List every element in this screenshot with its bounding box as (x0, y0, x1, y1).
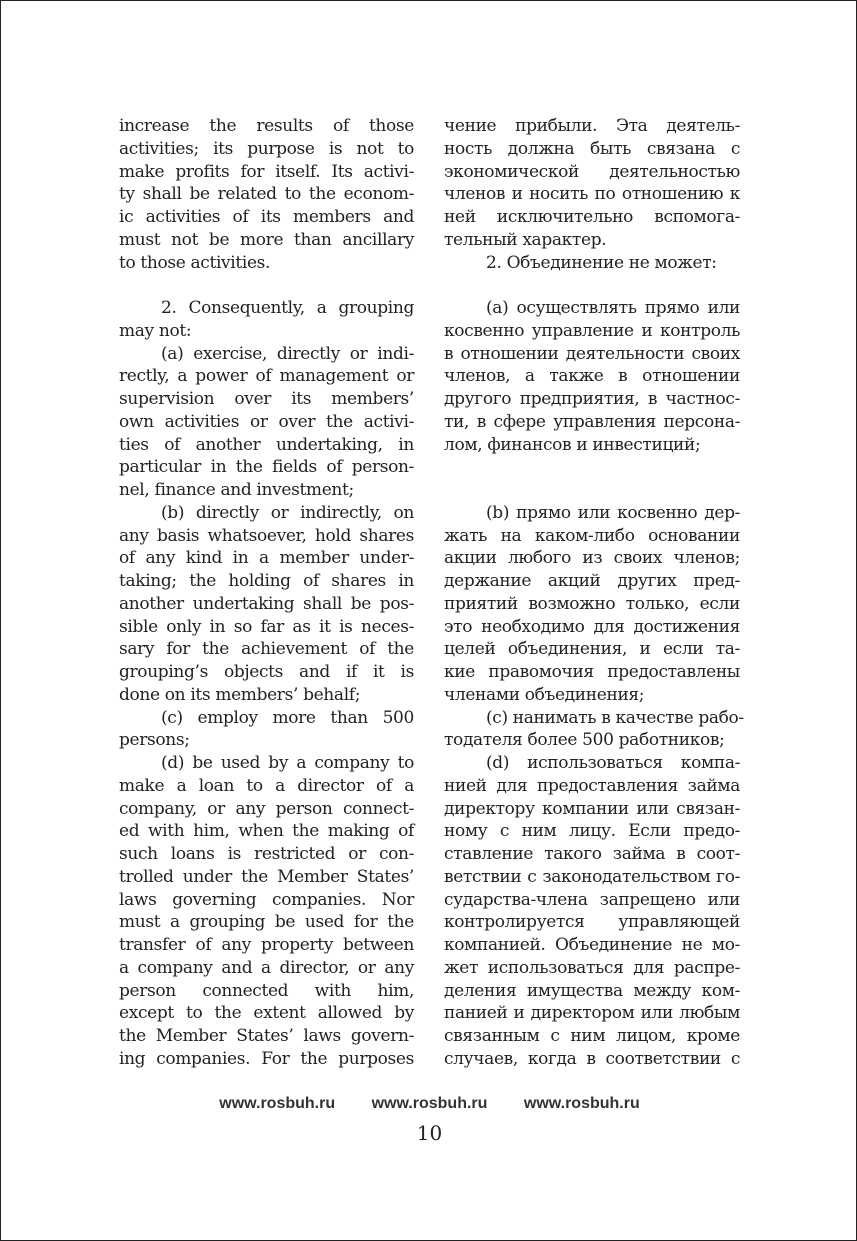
text-line: trolled under the Member States’ (119, 866, 414, 887)
text-line: ставление такого займа в соот- (444, 844, 740, 864)
text-line: must a grouping be used for the (119, 912, 414, 933)
text-line: членами объединения; (444, 684, 645, 705)
text-line: (d) be used by a company to (161, 753, 414, 773)
text-line: sary for the achievement of the (119, 639, 414, 660)
text-block (444, 502, 744, 1071)
text-line: жать на каком-либо основании (444, 525, 740, 546)
text-line: держание акций других пред- (444, 571, 740, 591)
text-line: activities; its purpose is not to (119, 138, 414, 159)
text-line: ней исключительно вспомога- (444, 207, 740, 227)
text-line: сударства-члена запрещено или (444, 889, 740, 910)
text-line: приятий возможно только, если (444, 593, 740, 614)
footer-link[interactable]: www.rosbuh.ru (371, 1095, 488, 1112)
text-line: лом, финансов и инвестиций; (444, 434, 701, 455)
text-line: чение прибыли. Эта деятель- (444, 116, 740, 136)
text-line: ic activities of its members and (119, 207, 414, 227)
text-block (444, 297, 740, 456)
text-line: taking; the holding of shares in (119, 571, 414, 591)
text-line: панией и директором или любым (444, 1003, 740, 1024)
text-line: laws governing companies. Nor (119, 889, 414, 910)
text-line: increase the results of those (119, 116, 414, 136)
text-line: случаев, когда в соответствии с (444, 1048, 740, 1069)
text-line: ветствии с законодательством го- (444, 866, 740, 887)
text-block (119, 115, 414, 274)
text-line: the Member States’ laws govern- (119, 1026, 414, 1046)
paragraph-gap (444, 456, 740, 502)
text-line: членов и носить по отношению к (444, 184, 740, 205)
text-line: компанией. Объединение не мо- (444, 935, 740, 955)
text-block (119, 297, 414, 1071)
text-line: в отношении деятельности своих (444, 343, 740, 364)
text-line: make profits for itself. Its activi- (119, 161, 414, 182)
text-line: a company and a director, or any (119, 957, 414, 978)
text-line: ed with him, when the making of (119, 821, 414, 842)
text-line: это необходимо для достижения (444, 616, 740, 637)
text-line: (b) прямо или косвенно дер- (486, 502, 740, 523)
text-line: (a) exercise, directly or indi- (161, 343, 414, 364)
text-line: transfer of any property between (119, 935, 414, 955)
page-number: 10 (416, 1121, 443, 1145)
text-line: акции любого из своих членов; (444, 548, 740, 569)
text-line: контролируется управляющей (444, 912, 740, 933)
text-line: of any kind in a member under- (119, 548, 414, 569)
text-line: 2. Consequently, a grouping (161, 298, 414, 318)
text-line: sible only in so far as it is neces- (119, 616, 414, 637)
text-line: any basis whatsoever, hold shares (119, 525, 414, 546)
text-block (444, 115, 740, 274)
text-line: such loans is restricted or con- (119, 844, 414, 864)
text-line: экономической деятельностью (444, 161, 740, 182)
text-line: тодателя более 500 работников; (444, 730, 725, 751)
text-line: particular in the fields of person- (119, 457, 414, 478)
text-line: company, or any person connect- (119, 798, 414, 819)
text-line: person connected with him, (119, 980, 414, 1001)
text-line: ty shall be related to the econom- (119, 184, 414, 205)
text-line: ties of another undertaking, in (119, 434, 414, 455)
text-line: ing companies. For the purposes (119, 1048, 414, 1069)
text-line: другого предприятия, в частнос- (444, 389, 740, 409)
english-column (119, 115, 414, 1071)
text-line: (c) нанимать в качестве рабо- (486, 707, 744, 728)
text-line: (a) осуществлять прямо или (486, 298, 740, 318)
text-line: nel, finance and investment; (119, 480, 354, 500)
text-line: may not: (119, 320, 192, 341)
text-line: деления имущества между ком- (444, 980, 740, 1001)
text-line: another undertaking shall be pos- (119, 593, 414, 614)
text-line: supervision over its members’ (119, 389, 414, 409)
text-line: except to the extent allowed by (119, 1003, 414, 1024)
text-line: нией для предоставления займа (444, 775, 740, 796)
text-line: ность должна быть связана с (444, 138, 740, 159)
footer-links (1, 1095, 857, 1113)
russian-column (444, 115, 744, 1071)
text-line: (d) использоваться компа- (486, 753, 740, 773)
text-line: тельный характер. (444, 229, 607, 250)
text-line: must not be more than ancillary (119, 229, 414, 250)
footer-link[interactable]: www.rosbuh.ru (523, 1095, 640, 1112)
text-line: целей объединения, и если та- (444, 639, 740, 660)
text-line: связанным с ним лицом, кроме (444, 1026, 740, 1046)
footer-link[interactable]: www.rosbuh.ru (219, 1095, 336, 1112)
text-line: жет использоваться для распре- (444, 957, 740, 978)
text-line: grouping’s objects and if it is (119, 662, 414, 682)
text-line: rectly, a power of management or (119, 366, 414, 387)
text-line: кие правомочия предоставлены (444, 662, 740, 682)
text-line: директору компании или связан- (444, 798, 740, 819)
text-line: 2. Объединение не может: (486, 252, 717, 273)
text-line: членов, а также в отношении (444, 366, 740, 387)
text-line: (b) directly or indirectly, on (161, 502, 414, 523)
text-line: (c) employ more than 500 (161, 707, 414, 728)
text-line: persons; (119, 730, 190, 751)
text-line: косвенно управление и контроль (444, 320, 740, 341)
paragraph-gap (119, 274, 414, 297)
paragraph-gap (444, 274, 740, 297)
text-line: to those activities. (119, 252, 271, 273)
text-line: own activities or over the activi- (119, 411, 414, 432)
text-line: done on its members’ behalf; (119, 684, 361, 705)
text-line: ти, в сфере управления персона- (444, 411, 740, 432)
text-line: ному с ним лицу. Если предо- (444, 821, 740, 842)
text-line: make a loan to a director of a (119, 775, 414, 796)
